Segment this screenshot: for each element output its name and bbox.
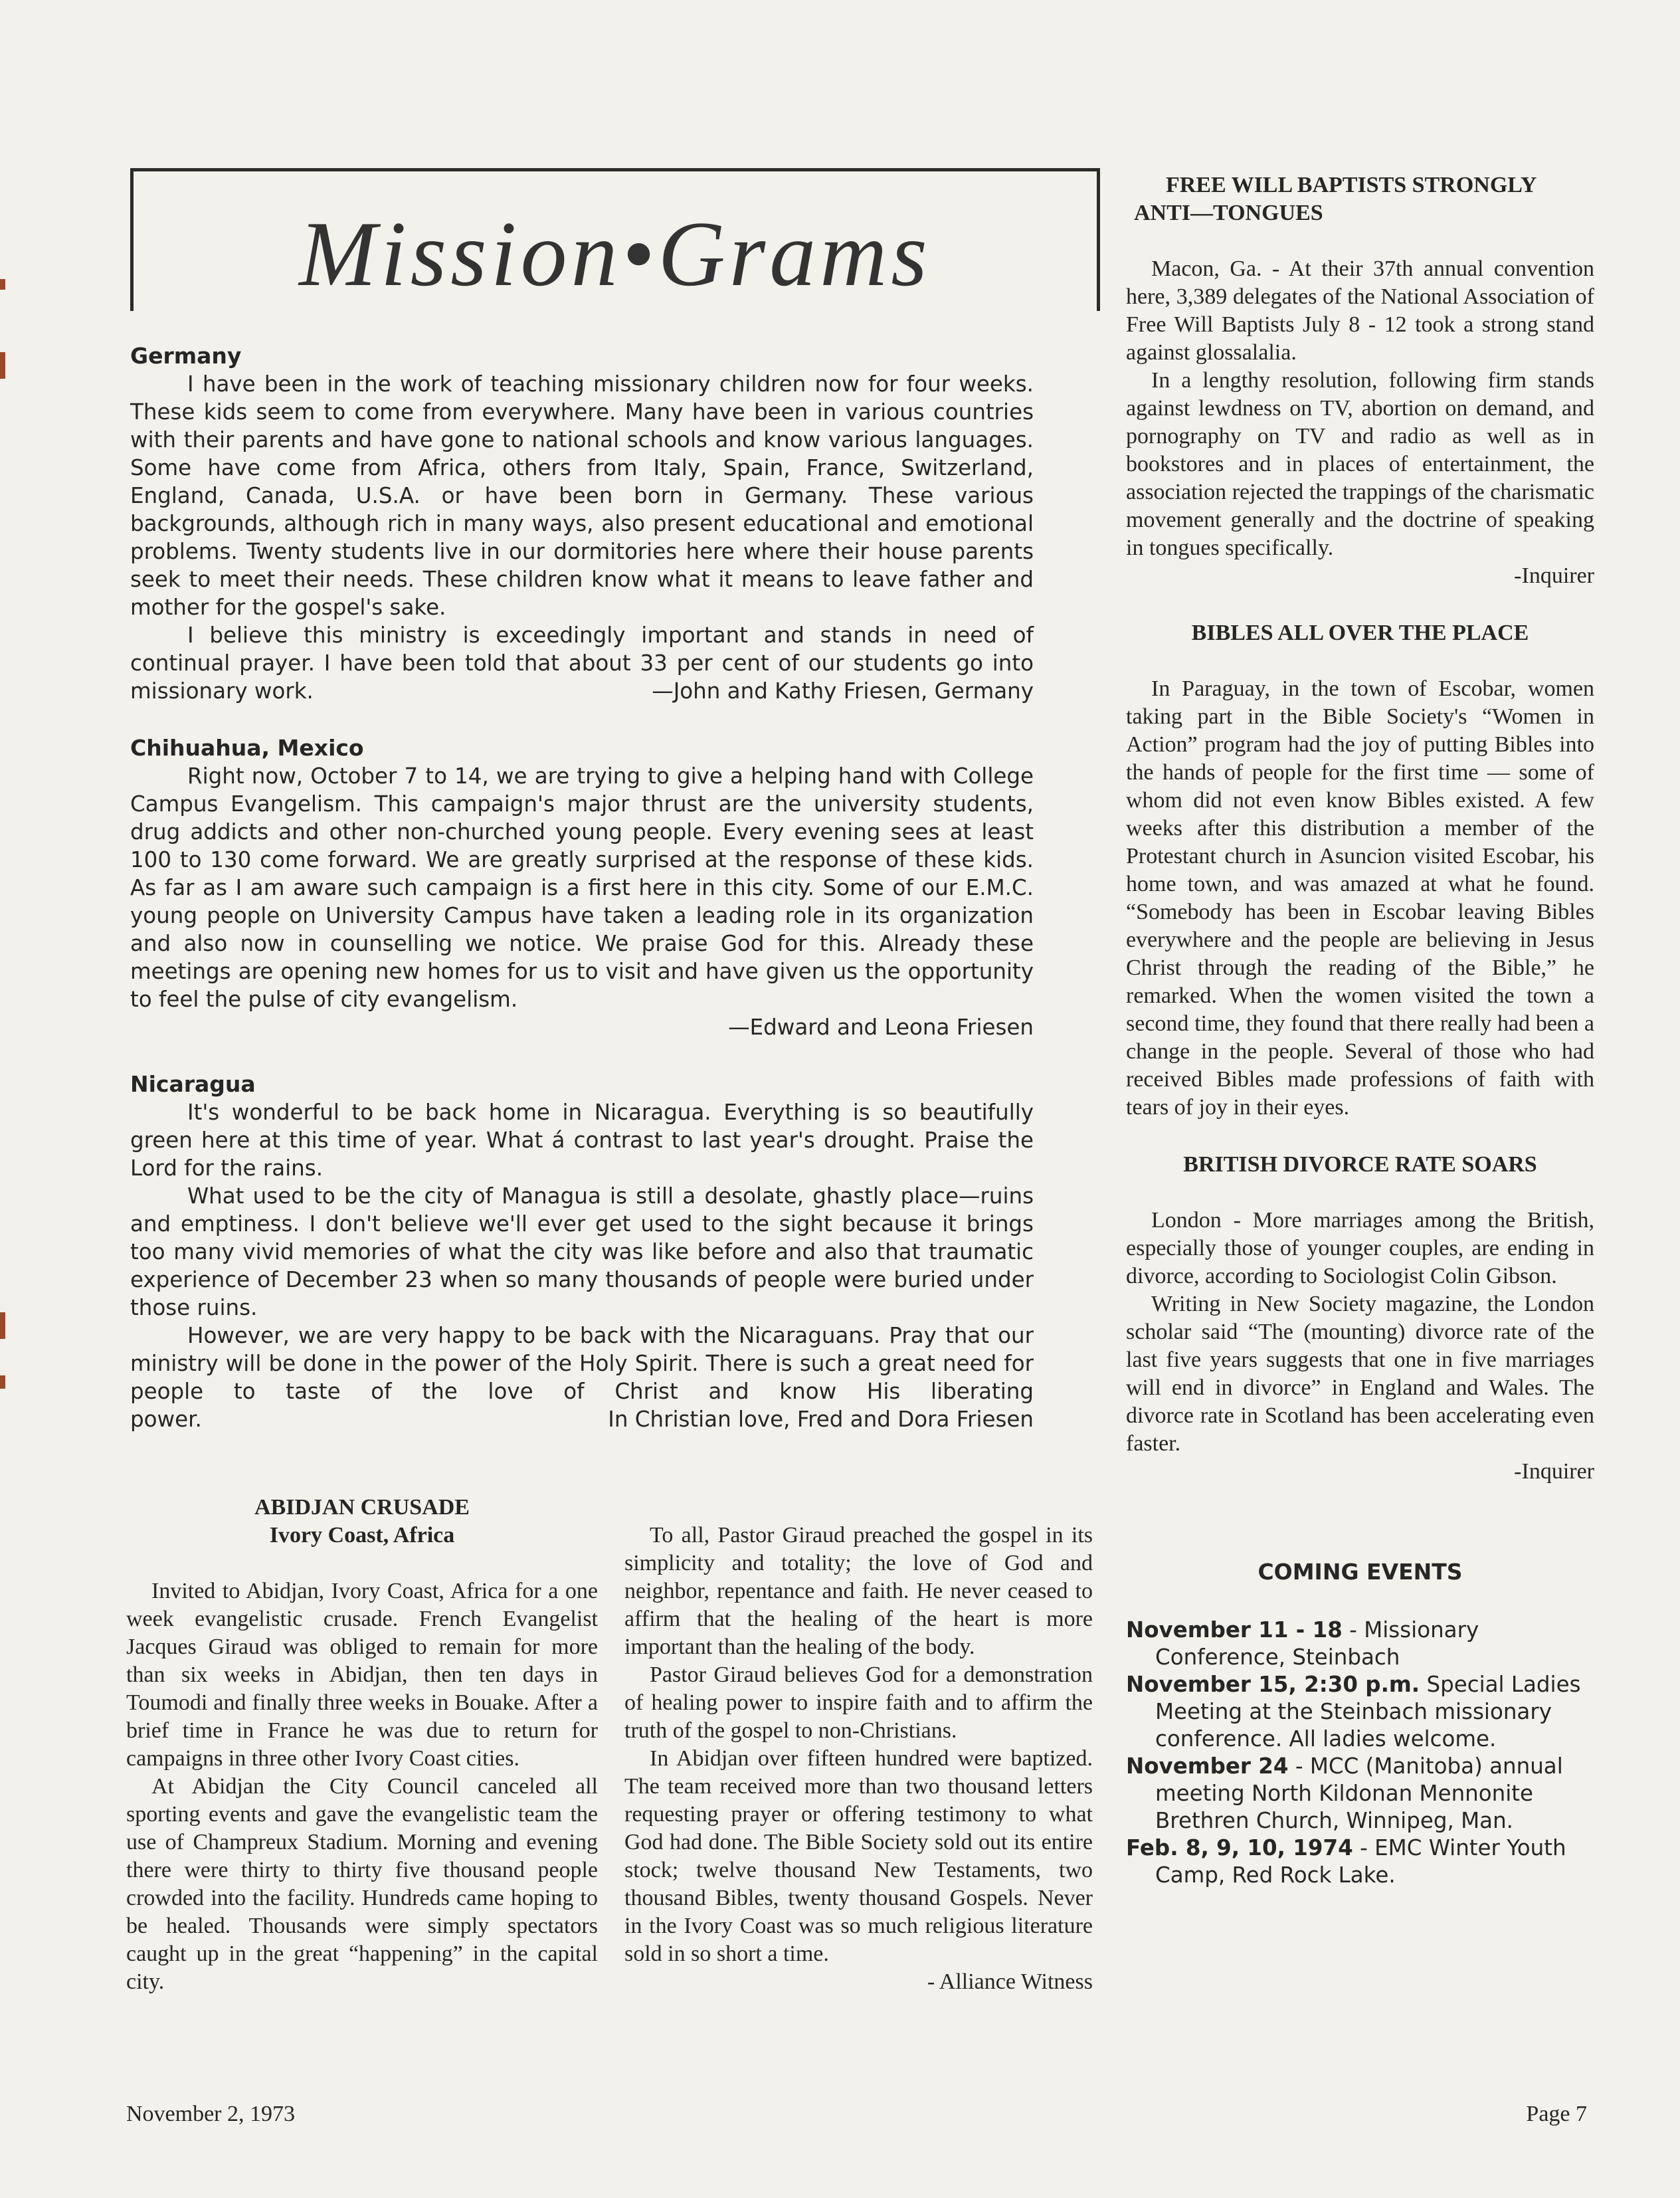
letter-paragraph: However, we are very happy to be back with the Nicaraguans. Pray that our ministry will be done in the power of the Holy Spirit. There is such a great need for people to taste of the love of Christ and know His liberating [130, 1323, 1034, 1404]
binding-mark [0, 279, 5, 290]
event-text: - MCC (Manitoba) annual meeting North Kildonan Mennonite Brethren Church, Winnipeg, Man. [1155, 1753, 1563, 1833]
news-item-baptists [1126, 171, 1594, 590]
mission-letters [130, 342, 1034, 1462]
article-source: - Alliance Witness [927, 1969, 1093, 1994]
letter-signature: —John and Kathy Friesen, Germany [652, 678, 1034, 704]
event-text: - EMC Winter Youth Camp, Red Rock Lake. [1155, 1835, 1566, 1888]
letter-heading: Germany [130, 343, 242, 369]
letter-paragraph: It's wonderful to be back home in Nicaragua. Everything is so beautifully green here at this time of year. What á contrast to last year's drought. Praise the Lord for the rains. [130, 1100, 1034, 1181]
news-column [1126, 171, 1594, 1889]
coming-events [1126, 1559, 1594, 1889]
article-title: ABIDJAN CRUSADE [254, 1495, 470, 1520]
letter-germany [130, 342, 1034, 705]
event-date: November 24 [1126, 1753, 1289, 1779]
letter-paragraph: Right now, October 7 to 14, we are trying to give a helping hand with College Campus Evangelism. This campaign's major thrust are the university students, drug addicts and other non-churched young people. Every evening sees at least 100 to 130 come forward. We are greatly surprised at the response of these kids. As far as I am aware such campaign is a first here in this city. Some of our E.M.C. young people on University Campus have taken a leading role in its organization and also now in counselling we notice. We praise God for this. Already these meetings are opening new homes for us to visit and have given us the opportunity to feel the pulse of city evangelism. [130, 763, 1034, 1012]
news-item-divorce [1126, 1151, 1594, 1486]
letter-closing-row [130, 677, 1034, 705]
news-title: BIBLES ALL OVER THE PLACE [1191, 621, 1529, 645]
masthead-box [130, 168, 1100, 311]
letter-nicaragua [130, 1070, 1034, 1433]
letter-signature: In Christian love, Fred and Dora Friesen [608, 1407, 1034, 1432]
footer-date: November 2, 1973 [126, 2102, 296, 2126]
letter-paragraph: I have been in the work of teaching missionary children now for four weeks. These kids seem to come from everywhere. Many have been in various countries with their parents and have gone to national schools and know various languages. Some have come from Africa, others from Italy, Spain, France, Switzerland, England, Canada, U.S.A. or have been born in Germany. These various backgrounds, although rich in many ways, also present educational and emotional problems. Twenty students live in our dormitories here where their house parents seek to meet their needs. These children know what it means to leave father and mother for the gospel's sake. [130, 371, 1034, 620]
article-paragraph: Invited to Abidjan, Ivory Coast, Africa for a one week evangelistic crusade. French Evangelist Jacques Giraud was obliged to remain for more than six weeks in Abidjan, then ten days in Toumodi and finally three weeks in Bouake. After a brief time in France he was due to return for campaigns in three other Ivory Coast cities. [126, 1579, 598, 1771]
news-paragraph: London - More marriages among the British, especially those of younger couples, are ending in divorce, according to Sociologist Colin Gibson. [1126, 1208, 1594, 1288]
news-source: -Inquirer [1514, 1459, 1594, 1484]
letter-mexico [130, 734, 1034, 1041]
letter-closing-text: power. [130, 1407, 202, 1432]
news-paragraph: Writing in New Society magazine, the London scholar said “The (mounting) divorce rate of the last five years suggests that one in five marriages will end in divorce” in England and Wales. The divorce rate in Scotland has been accelerating even faster. [1126, 1292, 1594, 1456]
binding-mark [0, 1312, 5, 1339]
article-paragraph: Pastor Giraud believes God for a demonstration of healing power to inspire faith and to affirm the truth of the gospel to non-Christians. [624, 1662, 1093, 1743]
event-text: - Missionary Conference, Steinbach [1155, 1617, 1479, 1670]
abidjan-article-col2 [624, 1522, 1093, 1996]
events-title: COMING EVENTS [1258, 1559, 1463, 1585]
news-paragraph: Macon, Ga. - At their 37th annual convention here, 3,389 delegates of the National Association of Free Will Baptists July 8 - 12 took a strong stand against glossalalia. [1126, 256, 1594, 365]
event-item [1126, 1617, 1594, 1671]
article-paragraph: To all, Pastor Giraud preached the gospel in its simplicity and totality; the love of God and neighbor, repentance and faith. He never ceased to affirm that the healing of the heart is more important than the healing of the body. [624, 1523, 1093, 1659]
news-title: FREE WILL BAPTISTS STRONGLY ANTI—TONGUES [1134, 173, 1537, 225]
article-paragraph: At Abidjan the City Council canceled all sporting events and gave the evangelistic team the use of Champreux Stadium. Morning and evening there were thirty to thirty five thousand people crowded into the facility. Hundreds came hoping to be healed. Thousands were simply spectators caught up in the great “happening” in the capital city. [126, 1774, 598, 1994]
news-title: BRITISH DIVORCE RATE SOARS [1183, 1152, 1537, 1177]
article-subtitle: Ivory Coast, Africa [269, 1523, 455, 1548]
news-paragraph: In Paraguay, in the town of Escobar, women taking part in the Bible Society's “Women in Action” program had the joy of putting Bibles into the hands of people for the first time — some of whom did not even know Bibles existed. A few weeks after this distribution a member of the Protestant church in Asuncion visited Escobar, his home town, and was amazed at what he found. “Somebody has been in Escobar leaving Bibles everywhere and the people are believing in Jesus Christ through the reading of the Bible,” he remarked. When the women visited the town a second time, they found that there really had been a change in the people. Several of those who had received Bibles made professions of faith with tears of joy in their eyes. [1126, 676, 1594, 1120]
event-date: November 15, 2:30 p.m. [1126, 1672, 1420, 1697]
news-paragraph: In a lengthy resolution, following firm stands against lewdness on TV, abortion on demand, and pornography on TV and radio as well as in bookstores and in places of entertainment, the association rejected the trappings of the charismatic movement generally and the doctrine of speaking in tongues specifically. [1126, 368, 1594, 560]
event-date: Feb. 8, 9, 10, 1974 [1126, 1835, 1353, 1860]
article-paragraph: In Abidjan over fifteen hundred were baptized. The team received more than two thousand letters requesting prayer or offering testimony to what God had done. The Bible Society sold out its entire stock; twelve thousand New Testaments, two thousand Bibles, twenty thousand Gospels. Never in the Ivory Coast was so much religious literature sold in so short a time. [624, 1746, 1093, 1966]
letter-closing-text: missionary work. [130, 678, 314, 704]
event-item [1126, 1671, 1594, 1753]
footer-page-number: Page 7 [1526, 2102, 1587, 2126]
news-item-bibles [1126, 619, 1594, 1122]
letter-heading: Chihuahua, Mexico [130, 735, 364, 761]
letter-closing-row [130, 1405, 1034, 1433]
masthead-title: Mission•Grams [299, 203, 931, 306]
letter-paragraph: I believe this ministry is exceedingly important and stands in need of continual prayer. I have been told that about 33 per cent of our students go into [130, 623, 1034, 676]
event-item [1126, 1753, 1594, 1835]
news-source: -Inquirer [1514, 563, 1594, 588]
letter-heading: Nicaragua [130, 1071, 256, 1097]
binding-mark [0, 1375, 5, 1389]
abidjan-article-col1 [126, 1494, 598, 1996]
event-item [1126, 1835, 1594, 1889]
event-text: Special Ladies Meeting at the Steinbach missionary conference. All ladies welcome. [1155, 1672, 1581, 1751]
letter-paragraph: What used to be the city of Managua is still a desolate, ghastly place—ruins and emptiness. I don't believe we'll ever get used to the sight because it brings too many vivid memories of what the city was like before and also that traumatic experience of December 23 when so many thousands of people were buried under those ruins. [130, 1183, 1034, 1320]
binding-mark [0, 352, 5, 379]
event-date: November 11 - 18 [1126, 1617, 1343, 1643]
letter-signature: —Edward and Leona Friesen [728, 1015, 1034, 1040]
